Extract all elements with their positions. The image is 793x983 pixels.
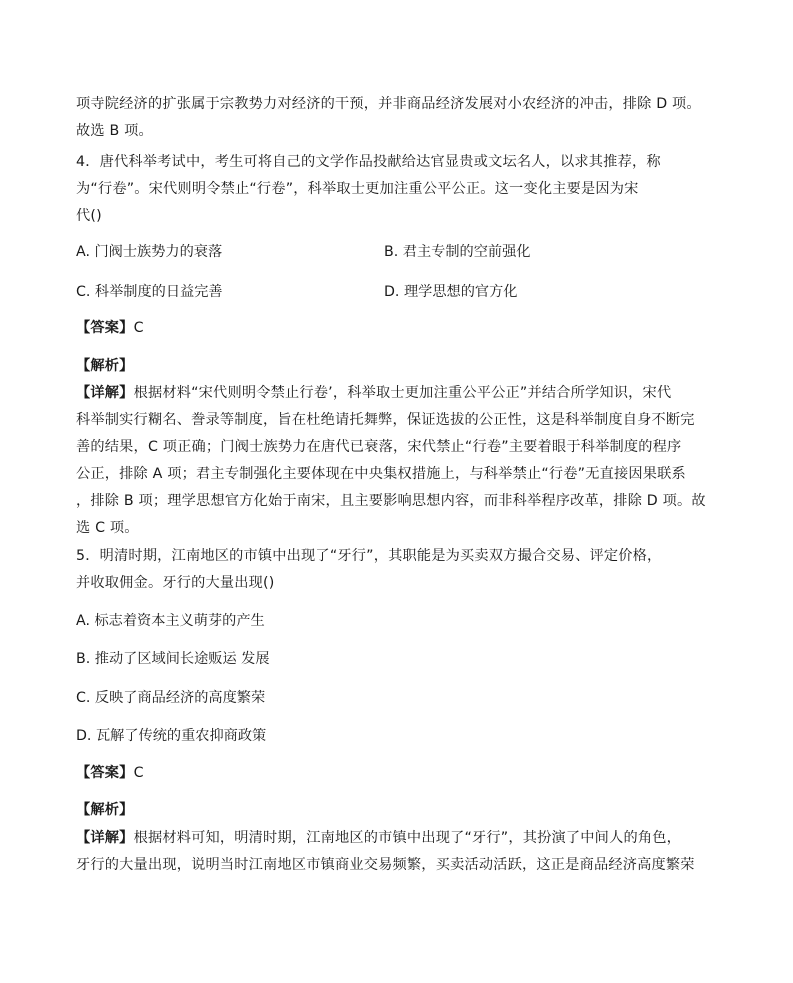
q4-detail-label: 【详解】 (76, 385, 134, 401)
q4-stem-line-1: 4．唐代科举考试中，考生可将自己的文学作品投献给达官显贵或文坛名人，以求其推荐，称 (76, 154, 661, 170)
q5-option-c: C. 反映了商品经济的高度繁荣 (76, 690, 266, 706)
q5-detail-line-2: 牙行的大量出现，说明当时江南地区市镇商业交易频繁，买卖活动活跃，这正是商品经济高度繁荣 (76, 857, 695, 873)
q4-detail-line-6: 选 C 项。 (76, 520, 139, 536)
q4-option-d: D. 理学思想的官方化 (384, 284, 518, 300)
q5-answer-label: 【答案】 (76, 765, 134, 781)
q4-answer (76, 318, 144, 338)
q5-detail-label: 【详解】 (76, 830, 134, 846)
q4-analysis-label: 【解析】 (76, 358, 134, 374)
q4-detail-line-5: ，排除 B 项；理学思想官方化始于南宋，且主要影响思想内容，而非科举程序改革，排除 D 项。故 (76, 493, 706, 509)
q5-detail-text-1: 根据材料可知，明清时期，江南地区的市镇中出现了“牙行”，其扮演了中间人的角色， (133, 830, 682, 846)
prev-analysis-line-1: 项寺院经济的扩张属于宗教势力对经济的干预，并非商品经济发展对小农经济的冲击，排除 D 项。 (76, 96, 701, 112)
q4-detail-line-4: 公正，排除 A 项；君主专制强化主要体现在中央集权措施上，与科举禁止“行卷”无直接因果联系 (76, 466, 686, 482)
q4-detail-line-1 (76, 383, 671, 403)
q5-option-d: D. 瓦解了传统的重农抑商政策 (76, 728, 267, 744)
q4-detail-line-2: 科举制实行糊名、誊录等制度，旨在杜绝请托舞弊，保证选拔的公正性，这是科举制度自身不断完 (76, 412, 695, 428)
q4-stem-line-2: 为“行卷”。宋代则明令禁止“行卷”，科举取士更加注重公平公正。这一变化主要是因为宋 (76, 181, 639, 197)
q4-detail-text-1: 根据材料“宋代则明令禁止行卷’，科举取士更加注重公平公正”并结合所学知识，宋代 (133, 385, 672, 401)
q5-stem-line-1: 5．明清时期，江南地区的市镇中出现了“牙行”，其职能是为买卖双方撮合交易、评定价格， (76, 548, 662, 564)
q5-option-b: B. 推动了区域间长途贩运 发展 (76, 651, 270, 667)
q5-analysis-label: 【解析】 (76, 802, 134, 818)
q5-detail-line-1 (76, 828, 681, 848)
q4-detail-line-3: 善的结果，C 项正确；门阀士族势力在唐代已衰落，宋代禁止“行卷”主要着眼于科举制度的程序 (76, 439, 682, 455)
q4-option-a: A. 门阀士族势力的衰落 (76, 244, 223, 260)
q4-answer-value: C (133, 320, 144, 336)
q5-answer-value: C (133, 765, 144, 781)
q4-option-c: C. 科举制度的日益完善 (76, 284, 223, 300)
q4-stem-line-3: 代() (76, 208, 102, 224)
q5-option-a: A. 标志着资本主义萌芽的产生 (76, 613, 265, 629)
q5-stem-line-2: 并收取佣金。牙行的大量出现() (76, 575, 275, 591)
prev-analysis-line-2: 故选 B 项。 (76, 123, 153, 139)
q5-answer (76, 763, 144, 783)
q4-option-b: B. 君主专制的空前强化 (384, 244, 531, 260)
q4-answer-label: 【答案】 (76, 320, 134, 336)
